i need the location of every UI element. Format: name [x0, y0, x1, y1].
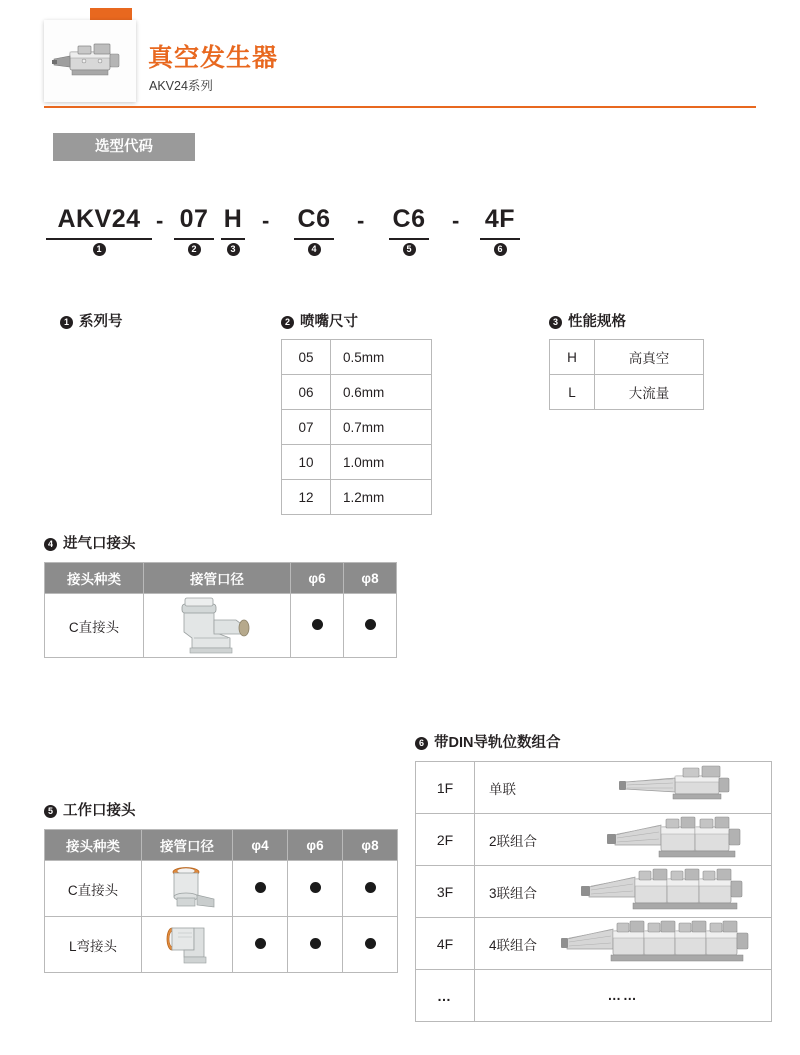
table-row	[416, 814, 772, 866]
din-label-cell	[475, 762, 772, 814]
work-kind-label: L弯接头	[45, 917, 142, 973]
table-row	[282, 410, 432, 445]
table-row	[45, 861, 398, 917]
code-marker-4: 4	[302, 242, 326, 256]
table-row	[416, 970, 772, 1022]
code-underline-2	[174, 238, 214, 240]
group-heading-work-port	[44, 799, 136, 820]
elbow-fitting-photo	[142, 917, 232, 969]
perf-label: 大流量	[595, 375, 704, 410]
availability-dot	[365, 882, 376, 893]
nozzle-size: 0.5mm	[331, 340, 432, 375]
din-code: 3F	[416, 866, 475, 918]
nozzle-size: 0.6mm	[331, 375, 432, 410]
code-segment-6: 4F	[484, 205, 516, 233]
section-tag-label: 选型代码	[95, 139, 153, 155]
header-divider	[44, 106, 756, 108]
manifold-3-photo	[579, 867, 769, 916]
code-marker-2: 2	[182, 242, 206, 256]
nozzle-code: 07	[282, 410, 331, 445]
table-row	[45, 594, 397, 658]
code-marker-1: 1	[87, 242, 111, 256]
code-segment-4: C6	[297, 205, 331, 233]
group-marker-3: 3	[549, 316, 562, 329]
nozzle-code: 05	[282, 340, 331, 375]
group-title-2: 喷嘴尺寸	[300, 314, 358, 330]
din-label: 4联组合	[489, 937, 538, 953]
din-label-cell	[475, 866, 772, 918]
din-code: 2F	[416, 814, 475, 866]
table-row	[550, 375, 704, 410]
work-header-kind: 接头种类	[45, 830, 142, 861]
product-thumbnail	[44, 20, 136, 102]
inlet-kind-label: C直接头	[45, 594, 144, 658]
group-marker-4: 4	[44, 538, 57, 551]
work-mark-phi8	[343, 917, 398, 973]
availability-dot	[255, 938, 266, 949]
model-code-line	[0, 190, 800, 260]
din-label: ……	[475, 970, 772, 1022]
group-marker-5: 5	[44, 805, 57, 818]
group-title-5: 工作口接头	[63, 803, 136, 819]
code-underline-4	[294, 238, 334, 240]
din-rail-combination-table	[415, 761, 772, 1022]
group-heading-inlet-port	[44, 532, 136, 553]
nozzle-size-table	[281, 339, 432, 515]
code-underline-6	[480, 238, 520, 240]
nozzle-code: 12	[282, 480, 331, 515]
din-label: 2联组合	[489, 833, 538, 849]
page-header	[0, 0, 800, 120]
table-row	[550, 340, 704, 375]
page-title: 真空发生器	[148, 44, 279, 72]
manifold-4-photo	[561, 919, 771, 968]
nozzle-size: 0.7mm	[331, 410, 432, 445]
page-subtitle: AKV24系列	[149, 79, 213, 93]
work-mark-phi4	[233, 917, 288, 973]
group-heading-din-rail	[415, 731, 560, 752]
group-title-1: 系列号	[79, 314, 123, 330]
table-row	[282, 340, 432, 375]
table-header-row	[45, 830, 398, 861]
work-kind-label: C直接头	[45, 861, 142, 917]
work-mark-phi4	[233, 861, 288, 917]
table-row	[282, 375, 432, 410]
availability-dot	[365, 619, 376, 630]
code-underline-3	[221, 238, 245, 240]
code-marker-6: 6	[488, 242, 512, 256]
availability-dot	[312, 619, 323, 630]
table-row	[416, 866, 772, 918]
work-header-bore: 接管口径	[142, 830, 233, 861]
table-row	[416, 762, 772, 814]
inlet-header-phi6: φ6	[291, 563, 344, 594]
nozzle-code: 10	[282, 445, 331, 480]
perf-code: H	[550, 340, 595, 375]
group-marker-2: 2	[281, 316, 294, 329]
work-header-phi6: φ6	[288, 830, 343, 861]
group-title-6: 带DIN导轨位数组合	[434, 735, 561, 751]
din-code: 4F	[416, 918, 475, 970]
inlet-header-phi8: φ8	[344, 563, 397, 594]
inlet-port-fitting-table	[44, 562, 397, 658]
din-label-cell	[475, 918, 772, 970]
inlet-fitting-image-cell	[144, 594, 291, 658]
table-row	[282, 480, 432, 515]
work-fitting-image-cell	[142, 917, 233, 973]
code-dash-2: -	[262, 208, 270, 233]
group-marker-6: 6	[415, 737, 428, 750]
nozzle-size: 1.2mm	[331, 480, 432, 515]
din-label: 3联组合	[489, 885, 538, 901]
work-header-phi4: φ4	[233, 830, 288, 861]
vacuum-generator-photo	[44, 20, 136, 102]
group-marker-1: 1	[60, 316, 73, 329]
code-dash-1: -	[156, 208, 164, 233]
availability-dot	[310, 938, 321, 949]
din-label-cell	[475, 814, 772, 866]
inlet-mark-phi8	[344, 594, 397, 658]
group-title-4: 进气口接头	[63, 536, 136, 552]
performance-spec-table	[549, 339, 704, 410]
din-code: …	[416, 970, 475, 1022]
manifold-2-photo	[599, 815, 769, 864]
perf-code: L	[550, 375, 595, 410]
manifold-1-photo	[617, 764, 767, 811]
group-title-3: 性能规格	[568, 314, 626, 330]
nozzle-code: 06	[282, 375, 331, 410]
availability-dot	[310, 882, 321, 893]
code-dash-4: -	[452, 208, 460, 233]
code-marker-5: 5	[397, 242, 421, 256]
table-row	[416, 918, 772, 970]
nozzle-size: 1.0mm	[331, 445, 432, 480]
group-heading-series	[60, 310, 123, 331]
availability-dot	[365, 938, 376, 949]
work-fitting-image-cell	[142, 861, 233, 917]
inlet-header-bore: 接管口径	[144, 563, 291, 594]
code-segment-5: C6	[392, 205, 426, 233]
code-segment-1: AKV24	[57, 205, 141, 233]
code-underline-1	[46, 238, 152, 240]
section-tag-selection-code	[53, 133, 195, 161]
inlet-header-kind: 接头种类	[45, 563, 144, 594]
work-mark-phi6	[288, 917, 343, 973]
group-heading-performance	[549, 310, 626, 331]
code-marker-3: 3	[221, 242, 245, 256]
straight-fitting-photo	[142, 861, 232, 913]
inlet-mark-phi6	[291, 594, 344, 658]
code-dash-3: -	[357, 208, 365, 233]
code-segment-3: H	[223, 205, 243, 233]
din-code: 1F	[416, 762, 475, 814]
availability-dot	[255, 882, 266, 893]
work-header-phi8: φ8	[343, 830, 398, 861]
table-header-row	[45, 563, 397, 594]
code-segment-2: 07	[179, 205, 209, 233]
table-row	[282, 445, 432, 480]
din-label: 单联	[489, 781, 516, 797]
perf-label: 高真空	[595, 340, 704, 375]
work-port-fitting-table	[44, 829, 398, 973]
group-heading-nozzle	[281, 310, 358, 331]
work-mark-phi8	[343, 861, 398, 917]
elbow-fitting-photo	[144, 594, 290, 654]
work-mark-phi6	[288, 861, 343, 917]
table-row	[45, 917, 398, 973]
code-underline-5	[389, 238, 429, 240]
